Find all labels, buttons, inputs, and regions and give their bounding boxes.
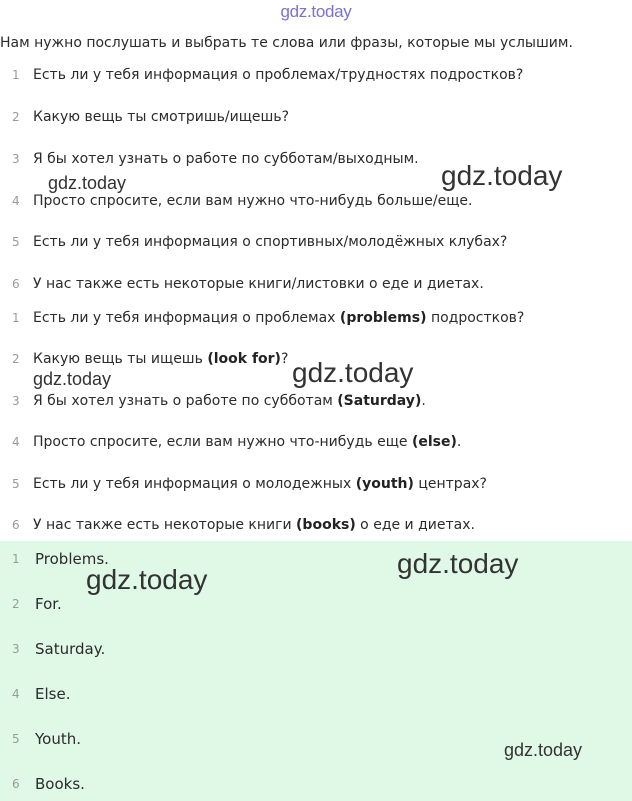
watermark: gdz.today <box>33 369 112 389</box>
item-number: 2 <box>12 597 20 611</box>
item-text: Какую вещь ты ищешь (look for)? <box>33 351 289 367</box>
item-number: 3 <box>12 152 20 166</box>
item-number: 5 <box>12 732 20 746</box>
item-text: У нас также есть некоторые книги (books) о еде и диетах. <box>33 517 475 533</box>
answer-word: (youth) <box>355 476 414 492</box>
watermark: gdz.today <box>86 564 208 595</box>
item-number: 6 <box>12 277 20 291</box>
item-number: 4 <box>12 687 20 701</box>
answer-text: Saturday. <box>35 640 106 658</box>
item-text: Я бы хотел узнать о работе по субботам/выходным. <box>33 151 419 167</box>
item-text: Есть ли у тебя информация о проблемах/трудностях подростков? <box>33 67 524 83</box>
item-number: 1 <box>12 311 20 325</box>
answer-text: Books. <box>35 775 85 793</box>
item-number: 1 <box>12 552 20 566</box>
answer-word: (problems) <box>339 310 427 326</box>
item-text: Есть ли у тебя информация о спортивных/молодёжных клубах? <box>33 234 508 250</box>
item-number: 5 <box>12 235 20 249</box>
item-text: Я бы хотел узнать о работе по субботам (Saturday). <box>33 393 426 409</box>
watermark: gdz.today <box>292 357 414 388</box>
answer-word: (else) <box>411 434 457 450</box>
item-number: 2 <box>12 110 20 124</box>
item-text: У нас также есть некоторые книги/листовки о еде и диетах. <box>33 276 484 292</box>
watermark: gdz.today <box>48 173 127 193</box>
item-text: Просто спросите, если вам нужно что-нибудь больше/еще. <box>33 193 473 209</box>
watermark: gdz.today <box>504 740 583 760</box>
answer-text: Else. <box>35 685 71 703</box>
item-text: Есть ли у тебя информация о проблемах (problems) подростков? <box>33 310 525 326</box>
item-number: 6 <box>12 777 20 791</box>
answer-word: (Saturday) <box>337 393 422 409</box>
item-number: 1 <box>12 68 20 82</box>
answer-text: For. <box>35 595 62 613</box>
item-text: Какую вещь ты смотришь/ищешь? <box>33 109 290 125</box>
item-text: Просто спросите, если вам нужно что-нибудь еще (else). <box>33 434 462 450</box>
answer-text: Problems. <box>35 550 109 568</box>
answer-word: (look for) <box>207 351 281 367</box>
task-instruction: Нам нужно послушать и выбрать те слова или фразы, которые мы услышим. <box>0 35 573 51</box>
item-text: Есть ли у тебя информация о молодежных (youth) центрах? <box>33 476 487 492</box>
answer-text: Youth. <box>35 730 82 748</box>
answer-word: (books) <box>296 517 356 533</box>
watermark: gdz.today <box>441 160 563 191</box>
item-number: 2 <box>12 352 20 366</box>
item-number: 6 <box>12 518 20 532</box>
watermark: gdz.today <box>397 548 519 579</box>
item-number: 4 <box>12 194 20 208</box>
site-logo[interactable]: gdz.today <box>280 2 352 21</box>
item-number: 4 <box>12 435 20 449</box>
item-number: 3 <box>12 642 20 656</box>
item-number: 3 <box>12 394 20 408</box>
item-number: 5 <box>12 477 20 491</box>
